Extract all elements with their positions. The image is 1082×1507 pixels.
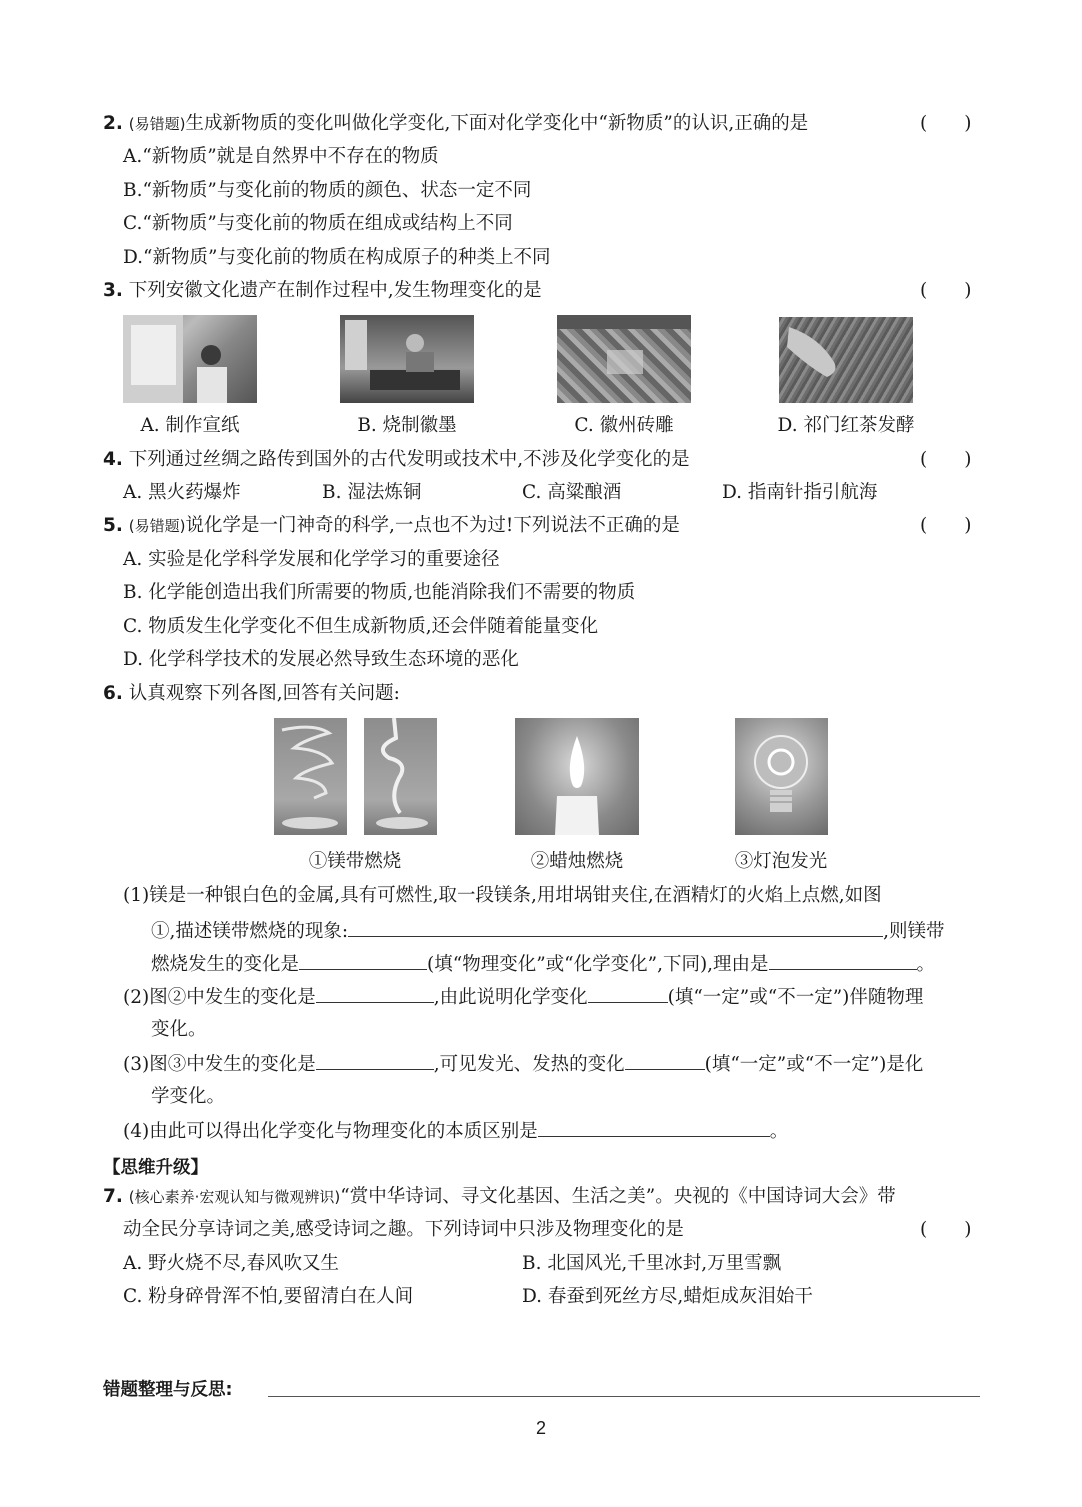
q6-part3-text-a: (3)图③中发生的变化是	[123, 1054, 316, 1075]
hand-tea-icon	[779, 317, 913, 403]
q6-text: 认真观察下列各图,回答有关问题:	[128, 683, 400, 704]
q5-answer-paren[interactable]: ( )	[920, 515, 972, 536]
q5-option-b: B. 化学能创造出我们所需要的物质,也能消除我们不需要的物质	[123, 582, 636, 603]
q7-number: 7.	[103, 1186, 123, 1207]
q2-option-c: C.“新物质”与变化前的物质在组成或结构上不同	[123, 213, 513, 234]
q3-caption-c: C. 徽州砖雕	[574, 415, 674, 436]
photo-candle	[515, 718, 639, 835]
q6-part3-text-c: (填“一定”或“不一定”)是化	[704, 1054, 924, 1075]
q4-option-c: C. 高粱酿酒	[522, 482, 622, 503]
light-bulb-icon	[735, 718, 828, 835]
q6-caption-1: ①镁带燃烧	[308, 851, 402, 872]
q3-text: 下列安徽文化遗产在制作过程中,发生物理变化的是	[128, 280, 542, 301]
q6-part2-line1	[123, 984, 923, 1010]
q7-text-a: “赏中华诗词、寻文化基因、生活之美”。央视的《中国诗词大会》带	[340, 1186, 896, 1207]
q7-option-d: D. 春蚕到死丝方尽,蜡炬成灰泪始干	[522, 1286, 813, 1307]
q6-answer-blank-fig3-change[interactable]	[316, 1051, 434, 1070]
q3-stem	[103, 279, 542, 303]
q6-part1-line2	[151, 918, 945, 944]
q6-part2-text-b: ,由此说明化学变化	[433, 987, 588, 1008]
q7-stem-line2: 动全民分享诗词之美,感受诗词之趣。下列诗词中只涉及物理变化的是	[123, 1219, 684, 1240]
q6-part2-text-a: (2)图②中发生的变化是	[123, 987, 316, 1008]
q7-tag: (核心素养·宏观认知与微观辨识)	[128, 1188, 341, 1206]
q6-stem	[103, 682, 400, 706]
q6-caption-3: ③灯泡发光	[734, 851, 828, 872]
q5-number: 5.	[103, 515, 123, 536]
q6-part4-line1	[123, 1118, 788, 1144]
q3-caption-b: B. 烧制徽墨	[357, 415, 457, 436]
q3-number: 3.	[103, 280, 123, 301]
q5-text: 说化学是一门神奇的科学,一点也不为过!下列说法不正确的是	[185, 515, 680, 536]
q2-stem	[103, 112, 808, 136]
q6-answer-blank-fig2-necessity[interactable]	[588, 984, 668, 1003]
q6-number: 6.	[103, 683, 123, 704]
q5-tag: (易错题)	[128, 517, 186, 535]
q6-answer-blank-reason[interactable]	[769, 951, 917, 970]
q2-answer-paren[interactable]: ( )	[920, 113, 972, 134]
q3-caption-a: A. 制作宣纸	[140, 415, 240, 436]
q6-part1-text-d: (填“物理变化”或“化学变化”,下同),理由是	[427, 954, 769, 975]
q7-stem-line1	[103, 1185, 896, 1209]
person-making-ink-icon	[340, 315, 474, 403]
q6-part1-text-c: 燃烧发生的变化是	[151, 954, 300, 975]
q5-stem	[103, 514, 680, 538]
q4-option-d: D. 指南针指引航海	[722, 482, 878, 503]
q6-part3-line1	[123, 1051, 923, 1077]
magnesium-burning-icon	[364, 718, 437, 835]
photo-magnesium-ribbon	[274, 718, 347, 835]
q6-part1-text-e: 。	[916, 954, 936, 975]
q6-part4-text-b: 。	[769, 1121, 789, 1142]
q4-option-a: A. 黑火药爆炸	[123, 482, 241, 503]
magnesium-spiral-icon	[274, 718, 347, 835]
photo-magnesium-burning	[364, 718, 437, 835]
q6-answer-blank-fig3-necessity[interactable]	[625, 1051, 705, 1070]
q5-option-d: D. 化学科学技术的发展必然导致生态环境的恶化	[123, 649, 519, 670]
photo-xuan-paper	[123, 315, 257, 403]
person-making-paper-icon	[123, 315, 257, 403]
q5-option-a: A. 实验是化学科学发展和化学学习的重要途径	[123, 549, 500, 570]
q5-option-c: C. 物质发生化学变化不但生成新物质,还会伴随着能量变化	[123, 616, 599, 637]
q6-part1-text-a: ①,描述镁带燃烧的现象:	[151, 921, 349, 942]
q4-answer-paren[interactable]: ( )	[920, 449, 972, 470]
q7-option-b: B. 北国风光,千里冰封,万里雪飘	[522, 1253, 782, 1274]
page-number: 2	[535, 1418, 546, 1438]
q6-answer-blank-change-type[interactable]	[299, 951, 427, 970]
photo-tea-fermentation	[779, 317, 913, 403]
q4-text: 下列通过丝绸之路传到国外的古代发明或技术中,不涉及化学变化的是	[128, 449, 690, 470]
carving-icon	[557, 315, 691, 403]
q4-option-b: B. 湿法炼铜	[322, 482, 422, 503]
q6-part2-text-c: (填“一定”或“不一定”)伴随物理	[667, 987, 924, 1008]
q2-option-a: A.“新物质”就是自然界中不存在的物质	[123, 146, 439, 167]
candle-flame-icon	[515, 718, 639, 835]
q6-answer-blank-fig2-change[interactable]	[316, 984, 434, 1003]
q7-answer-paren[interactable]: ( )	[920, 1219, 972, 1240]
photo-light-bulb	[735, 718, 828, 835]
q7-option-a: A. 野火烧不尽,春风吹又生	[123, 1253, 340, 1274]
q6-caption-2: ②蜡烛燃烧	[530, 851, 624, 872]
photo-brick-carving	[557, 315, 691, 403]
q6-part1-text-b: ,则镁带	[883, 921, 945, 942]
q6-part4-text-a: (4)由此可以得出化学变化与物理变化的本质区别是	[123, 1121, 538, 1142]
q2-text: 生成新物质的变化叫做化学变化,下面对化学变化中“新物质”的认识,正确的是	[185, 113, 809, 134]
q7-option-c: C. 粉身碎骨浑不怕,要留清白在人间	[123, 1286, 414, 1307]
q6-part1-line1: (1)镁是一种银白色的金属,具有可燃性,取一段镁条,用坩埚钳夹住,在酒精灯的火焰上点燃,如图	[123, 885, 882, 906]
q4-stem	[103, 448, 690, 472]
q2-option-d: D.“新物质”与变化前的物质在构成原子的种类上不同	[123, 247, 551, 268]
q6-part3-text-b: ,可见发光、发热的变化	[433, 1054, 625, 1075]
q6-answer-blank-phenomenon[interactable]	[348, 918, 883, 937]
q3-answer-paren[interactable]: ( )	[920, 280, 972, 301]
q4-number: 4.	[103, 449, 123, 470]
q6-part1-line3	[151, 951, 935, 977]
reflection-line[interactable]	[268, 1396, 980, 1397]
photo-hui-ink	[340, 315, 474, 403]
q6-part2-line2: 变化。	[151, 1019, 207, 1040]
reflection-label: 错题整理与反思:	[103, 1380, 233, 1400]
q2-tag: (易错题)	[128, 115, 186, 133]
q2-number: 2.	[103, 113, 123, 134]
q6-answer-blank-essence[interactable]	[538, 1118, 770, 1137]
q6-part3-line2: 学变化。	[151, 1086, 226, 1107]
q2-option-b: B.“新物质”与变化前的物质的颜色、状态一定不同	[123, 180, 532, 201]
q3-caption-d: D. 祁门红茶发酵	[777, 415, 915, 436]
section-heading: 【思维升级】	[103, 1158, 208, 1178]
